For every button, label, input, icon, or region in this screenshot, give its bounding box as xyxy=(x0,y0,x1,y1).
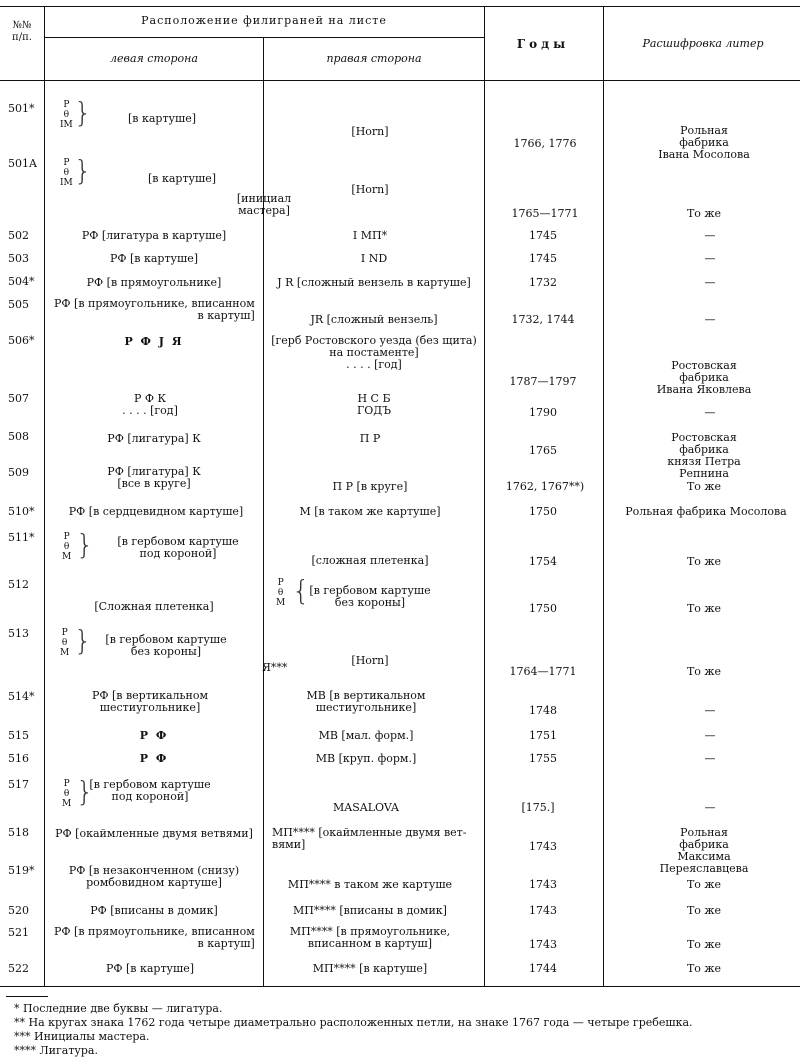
decoding-cell: — xyxy=(704,229,716,242)
brace: } xyxy=(74,624,92,657)
row-number: 514* xyxy=(8,690,35,703)
years-cell: 1765—1771 xyxy=(511,207,579,220)
decoding-cell: — xyxy=(704,276,716,289)
years-cell: 1754 xyxy=(529,555,557,568)
row-number: 506* xyxy=(8,334,35,347)
decoding-cell: То же xyxy=(686,480,722,493)
right-side-cell: [сложная плетенка] xyxy=(311,554,429,567)
years-cell: [175.] xyxy=(521,801,555,814)
left-side-cell: [в гербовом картуше под короной] xyxy=(117,535,239,560)
footnote-rule xyxy=(6,996,48,997)
decoding-cell: Рольная фабрика Мосолова xyxy=(625,505,787,518)
years-cell: 1743 xyxy=(529,938,557,951)
decoding-cell: То же xyxy=(686,665,722,678)
brace: } xyxy=(76,528,94,561)
col-rule-1 xyxy=(44,6,45,986)
row-number: 520 xyxy=(8,904,29,917)
right-side-cell: Н С Б ГОДЪ xyxy=(357,392,391,417)
header-right-side: правая сторона xyxy=(326,52,422,65)
years-cell: 1743 xyxy=(529,904,557,917)
brace: } xyxy=(76,775,94,808)
left-side-cell: РФ [вписаны в домик] xyxy=(90,904,218,917)
left-side-cell: Р Ф xyxy=(139,729,169,742)
decoding-cell: — xyxy=(704,704,716,717)
col-rule-3 xyxy=(484,6,485,986)
header-placement: Расположение филиграней на листе xyxy=(141,14,387,27)
left-side-cell: РФ [лигатура в картуше] xyxy=(81,229,227,242)
row-number: 505 xyxy=(8,298,29,311)
row-number: 511* xyxy=(8,531,35,544)
row-number: 517 xyxy=(8,778,29,791)
years-cell: 1751 xyxy=(529,729,557,742)
years-cell: 1745 xyxy=(529,252,557,265)
decoding-cell: То же xyxy=(686,904,722,917)
right-side-cell: [Horn] xyxy=(351,654,389,667)
footnote-1: * Последние две буквы — лигатура. xyxy=(14,1002,223,1015)
row-number: 512 xyxy=(8,578,29,591)
letters-stack: Р θ М xyxy=(62,779,72,809)
right-side-cell: МП**** [вписаны в домик] xyxy=(293,904,447,917)
decoding-cell: — xyxy=(704,801,716,814)
row-number: 513 xyxy=(8,627,29,640)
decoding-cell: — xyxy=(704,729,716,742)
left-side-cell: [в картуше] xyxy=(148,172,217,185)
left-side-cell: [в гербовом картуше под короной] xyxy=(89,778,211,803)
master-initial: [инициал мастера] xyxy=(236,192,292,217)
header-years: Годы xyxy=(516,37,570,51)
letters-stack: Р θ М xyxy=(60,628,70,658)
years-cell: 1750 xyxy=(529,602,557,615)
right-side-cell: М [в таком же картуше] xyxy=(299,505,441,518)
decoding-cell: Рольная фабрика Iвана Мосолова xyxy=(658,124,750,161)
brace: } xyxy=(74,154,92,187)
left-side-cell: РФ [в сердцевидном картуше] xyxy=(68,505,244,518)
right-side-cell: МП**** в таком же картуше xyxy=(287,878,453,891)
right-side-cell: П Р xyxy=(359,432,381,445)
footnote-3: *** Инициалы мастера. xyxy=(14,1030,150,1043)
left-side-cell: [в гербовом картуше без короны] xyxy=(105,633,227,658)
letters-stack: Р θ IM xyxy=(60,158,73,188)
decoding-cell: Ростовская фабрика князя Петра Репнина xyxy=(667,431,741,480)
left-side-cell: РФ [окаймленные двумя ветвями] xyxy=(55,827,253,840)
left-side-cell: Р Ф J Я xyxy=(124,335,184,348)
table-top-rule xyxy=(0,6,800,7)
left-side-cell: РФ [в прямоугольнике, вписанном в картуш] xyxy=(54,925,255,950)
header-bottom-rule xyxy=(0,80,800,81)
left-side-cell: [в картуше] xyxy=(128,112,197,125)
right-side-cell: J R [сложный вензель в картуше] xyxy=(277,276,471,289)
years-cell: 1750 xyxy=(529,505,557,518)
years-cell: 1787—1797 xyxy=(509,375,577,388)
decoding-cell: То же xyxy=(686,602,722,615)
decoding-cell: — xyxy=(704,252,716,265)
col-rule-4 xyxy=(603,6,604,986)
right-side-cell: I МП* xyxy=(352,229,388,242)
years-cell: 1755 xyxy=(529,752,557,765)
right-side-cell: [Horn] xyxy=(351,125,389,138)
years-cell: 1762, 1767**) xyxy=(505,480,585,493)
footnote-2: ** На кругах знака 1762 года четыре диаметрально расположенных петли, на знаке 1767 года — четыре гребешка. xyxy=(14,1016,693,1029)
decoding-cell: То же xyxy=(686,555,722,568)
row-number: 522 xyxy=(8,962,29,975)
years-cell: 1748 xyxy=(529,704,557,717)
decoding-cell: То же xyxy=(686,878,722,891)
left-side-cell: РФ [лигатура] К [все в круге] xyxy=(107,465,201,490)
years-cell: 1732 xyxy=(529,276,557,289)
left-side-cell: РФ [в прямоугольнике, вписанном в картуш] xyxy=(54,297,255,322)
left-side-cell: РФ [в незаконченном (снизу) ромбовидном картуше] xyxy=(68,864,240,889)
left-side-cell: [Сложная плетенка] xyxy=(94,600,214,613)
row-number: 515 xyxy=(8,729,29,742)
decoding-cell: — xyxy=(704,406,716,419)
row-number: 502 xyxy=(8,229,29,242)
header-number: №№ п/п. xyxy=(12,20,32,43)
right-side-cell: [Horn] xyxy=(351,183,389,196)
left-side-cell: РФ [в вертикальном шестиугольнике] xyxy=(91,689,209,714)
header-left-side: левая сторона xyxy=(110,52,198,65)
right-side-cell: МП**** [в картуше] xyxy=(312,962,428,975)
row-number: 503 xyxy=(8,252,29,265)
row-number: 516 xyxy=(8,752,29,765)
left-side-cell: РФ [лигатура] К xyxy=(107,432,201,445)
right-side-cell: МВ [круп. форм.] xyxy=(315,752,417,765)
years-cell: 1745 xyxy=(529,229,557,242)
row-number: 518 xyxy=(8,826,29,839)
left-side-cell: Р Ф xyxy=(139,752,169,765)
years-cell: 1766, 1776 xyxy=(513,137,577,150)
right-side-cell: [герб Ростовского уезда (без щита) на постаменте] . . . . [год] xyxy=(271,334,477,371)
col-rule-2 xyxy=(263,37,264,986)
left-side-cell: РФ [в картуше] xyxy=(105,962,195,975)
years-cell: 1765 xyxy=(529,444,557,457)
left-side-cell: РФ [в картуше] xyxy=(109,252,199,265)
right-side-cell: МП**** [в прямоугольнике, вписанном в картуш] xyxy=(289,925,451,950)
right-side-cell: МП**** [окаймленные двумя вет- вями] xyxy=(272,826,467,851)
row-number: 507 xyxy=(8,392,29,405)
row-number: 519* xyxy=(8,864,35,877)
right-side-cell: МВ [в вертикальном шестиугольнике] xyxy=(306,689,426,714)
letters-stack: Р θ IM xyxy=(60,100,73,130)
row-number: 521 xyxy=(8,926,29,939)
row-number: 501A xyxy=(8,157,37,170)
letters-stack: Р θ М xyxy=(276,578,286,608)
right-side-cell: MASALOVA xyxy=(333,801,399,814)
decoding-cell: Рольная фабрика Максима Переяславцева xyxy=(659,826,749,875)
years-cell: 1732, 1744 xyxy=(511,313,575,326)
master-initial: Я*** xyxy=(262,661,288,674)
brace: } xyxy=(74,96,92,129)
right-side-cell: МВ [мал. форм.] xyxy=(318,729,414,742)
years-cell: 1744 xyxy=(529,962,557,975)
decoding-cell: То же xyxy=(686,962,722,975)
footnote-4: **** Лигатура. xyxy=(14,1044,98,1057)
decoding-cell: То же xyxy=(686,938,722,951)
header-decoding: Расшифровка литер xyxy=(642,37,764,50)
years-cell: 1790 xyxy=(529,406,557,419)
decoding-cell: — xyxy=(704,313,716,326)
row-number: 510* xyxy=(8,505,35,518)
row-number: 509 xyxy=(8,466,29,479)
right-side-cell: [в гербовом картуше без короны] xyxy=(309,584,431,609)
row-number: 504* xyxy=(8,275,35,288)
left-side-cell: РФ [в прямоугольнике] xyxy=(86,276,222,289)
right-side-cell: П Р [в круге] xyxy=(332,480,408,493)
header-mid-rule xyxy=(44,37,484,38)
row-number: 501* xyxy=(8,102,35,115)
table-bottom-rule xyxy=(0,986,800,987)
decoding-cell: — xyxy=(704,752,716,765)
right-side-cell: JR [сложный вензель] xyxy=(310,313,438,326)
row-number: 508 xyxy=(8,430,29,443)
decoding-cell: То же xyxy=(686,207,722,220)
years-cell: 1743 xyxy=(529,840,557,853)
years-cell: 1764—1771 xyxy=(509,665,577,678)
decoding-cell: Ростовская фабрика Ивана Яковлева xyxy=(656,359,752,396)
letters-stack: Р θ М xyxy=(62,532,72,562)
years-cell: 1743 xyxy=(529,878,557,891)
brace: { xyxy=(292,574,310,607)
right-side-cell: I ND xyxy=(360,252,388,265)
left-side-cell: Р Ф К . . . . [год] xyxy=(122,392,178,417)
